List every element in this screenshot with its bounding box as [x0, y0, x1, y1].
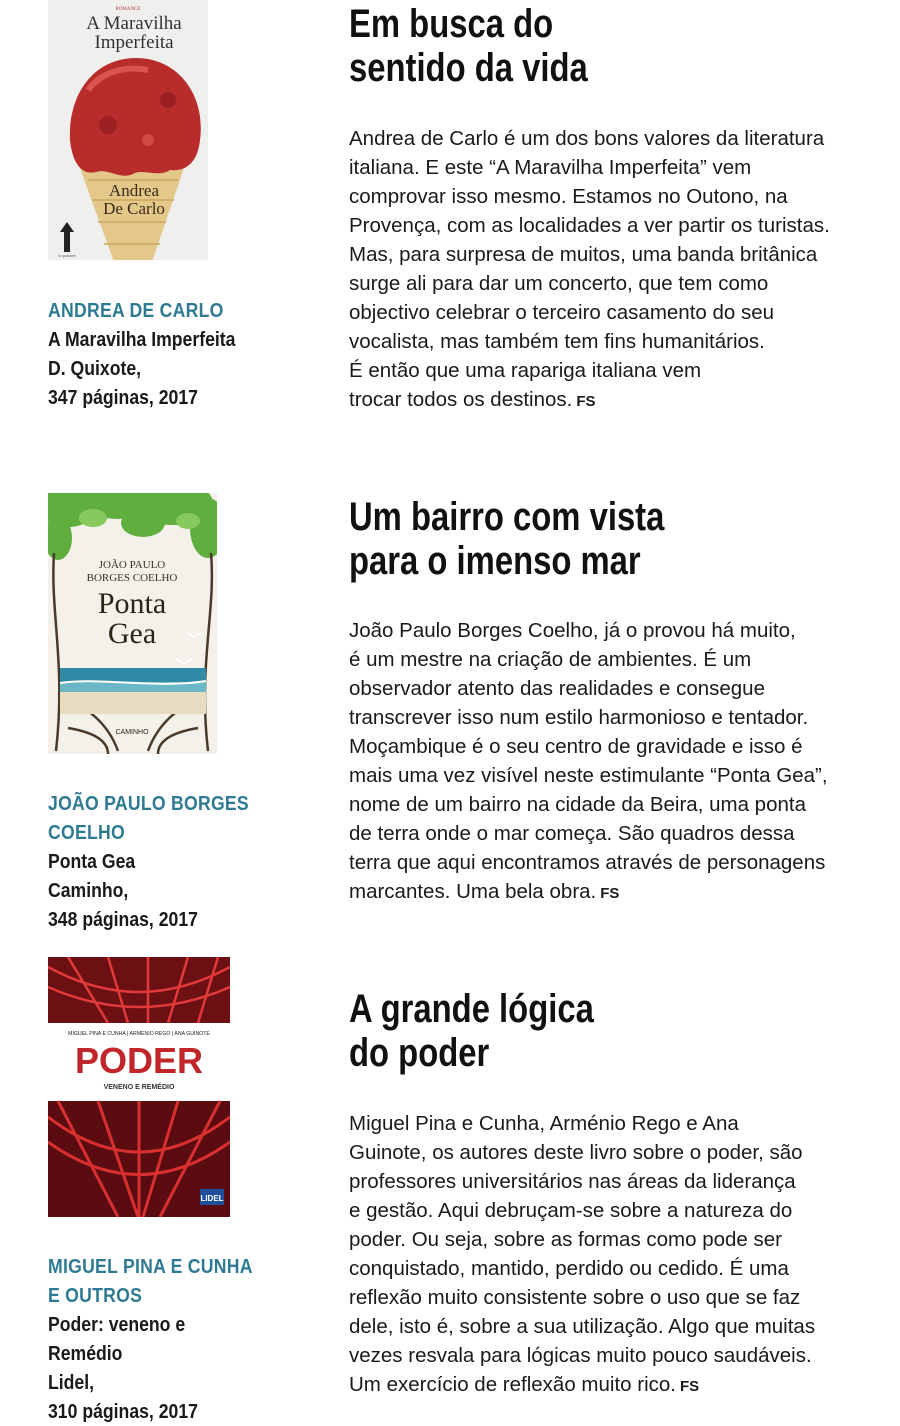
signature: FS — [576, 393, 596, 410]
cover-title-line2: Gea — [107, 617, 157, 650]
body-line: marcantes. Uma bela obra. — [349, 880, 597, 903]
headline-line1: Em busca do — [349, 2, 554, 46]
body-line: poder. Ou seja, sobre as formas como pode ser — [349, 1228, 783, 1251]
book-metadata — [48, 789, 263, 934]
review-body — [349, 616, 869, 908]
body-line: Guinote, os autores deste livro sobre o poder, são — [349, 1141, 803, 1164]
body-line: dele, isto é, sobre a sua utilização. Algo que muitas — [349, 1315, 816, 1338]
signature: FS — [600, 885, 620, 902]
book-cover-ponta-gea[interactable] — [48, 493, 217, 754]
poder-cover-illustration — [48, 957, 230, 1217]
body-line: É então que uma rapariga italiana vem — [349, 359, 702, 382]
body-line: terra que aqui encontramos através de personagens — [349, 851, 826, 874]
cover-authors: MIGUEL PINA E CUNHA | ARMÉNIO REGO | ANA GUINOTE — [68, 1031, 210, 1037]
body-line: Um exercício de reflexão muito rico. — [349, 1373, 676, 1396]
body-line: é um mestre na criação de ambientes. É um — [349, 648, 752, 671]
body-line-last — [349, 877, 869, 908]
body-line: Andrea de Carlo é um dos bons valores da literatura — [349, 127, 825, 150]
publisher-name: Lidel, — [48, 1371, 95, 1394]
body-line: vocalista, mas também tem fins humanitários. — [349, 330, 765, 353]
headline-line2: do poder — [349, 1031, 490, 1075]
cover-author-line1: JOÃO PAULO — [98, 559, 166, 571]
book-title: A Maravilha Imperfeita — [48, 328, 236, 351]
cover-author-line2: BORGES COELHO — [86, 572, 178, 584]
author-name: ANDREA DE CARLO — [48, 299, 224, 322]
headline-line2: sentido da vida — [349, 46, 588, 90]
body-line: de terra onde o mar começa. São quadros dessa — [349, 822, 795, 845]
book-metadata — [48, 296, 263, 412]
body-line: João Paulo Borges Coelho, já o provou há muito, — [349, 619, 796, 642]
review-headline — [349, 2, 588, 90]
headline-line2: para o imenso mar — [349, 539, 641, 583]
headline-line1: Um bairro com vista — [349, 495, 665, 539]
body-line: Provença, com as localidades a ver partir os turistas. — [349, 214, 830, 237]
headline-line1: A grande lógica — [349, 987, 594, 1031]
cover-title: PODER — [74, 1040, 204, 1081]
cover-publisher: LIDEL — [200, 1194, 224, 1203]
body-line-last — [349, 1370, 869, 1401]
author-name-line1: MIGUEL PINA E CUNHA — [48, 1255, 253, 1278]
cover-publisher: CAMINHO — [115, 729, 149, 736]
book-details: 348 páginas, 2017 — [48, 908, 198, 931]
ponta-gea-cover-illustration — [48, 493, 217, 754]
cover-title-line2: Imperfeita — [94, 32, 174, 53]
body-line: surge ali para dar um concerto, que tem como — [349, 272, 769, 295]
body-line: objectivo celebrar o terceiro casamento do seu — [349, 301, 775, 324]
review-body — [349, 1109, 869, 1401]
body-line: vezes resvala para lógicas muito pouco saudáveis. — [349, 1344, 812, 1367]
body-line: transcrever isso num estilo harmonioso e tentador. — [349, 706, 809, 729]
body-line-last — [349, 385, 869, 416]
cover-title-line1: Ponta — [97, 587, 167, 620]
body-line: trocar todos os destinos. — [349, 388, 573, 411]
cover-author-line2: De Carlo — [103, 199, 165, 218]
body-line: observador atento das realidades e consegue — [349, 677, 765, 700]
author-name-line1: JOÃO PAULO BORGES — [48, 792, 249, 815]
body-line: italiana. E este “A Maravilha Imperfeita” vem — [349, 156, 752, 179]
cover-publisher: D. QUIXOTE — [58, 254, 76, 258]
body-line: comprovar isso mesmo. Estamos no Outono, na — [349, 185, 788, 208]
body-line: Miguel Pina e Cunha, Arménio Rego e Ana — [349, 1112, 739, 1135]
cover-subtitle: VENENO E REMÉDIO — [103, 1084, 175, 1091]
signature: FS — [679, 1378, 700, 1395]
cover-title-line1: A Maravilha — [86, 13, 182, 34]
ice-cream-cover-illustration — [48, 0, 208, 260]
book-title: Poder: veneno e Remédio — [48, 1313, 186, 1365]
body-line: nome de um bairro na cidade da Beira, uma ponta — [349, 793, 806, 816]
author-name-line2: COELHO — [48, 821, 125, 844]
book-title: Ponta Gea — [48, 850, 136, 873]
body-line: reflexão muito consistente sobre o uso que se faz — [349, 1286, 801, 1309]
body-line: Moçambique é o seu centro de gravidade e isso é — [349, 735, 803, 758]
body-line: professores universitários nas áreas da liderança — [349, 1170, 796, 1193]
publisher-name: D. Quixote, — [48, 357, 142, 380]
author-name-line2: E OUTROS — [48, 1284, 143, 1307]
cover-author-line1: Andrea — [108, 181, 160, 200]
review-headline — [349, 987, 594, 1075]
book-metadata — [48, 1252, 263, 1426]
body-line: conquistado, mantido, perdido ou cedido. É uma — [349, 1257, 789, 1280]
body-line: Mas, para surpresa de muitos, uma banda britânica — [349, 243, 818, 266]
publisher-name: Caminho, — [48, 879, 129, 902]
book-details: 310 páginas, 2017 — [48, 1400, 198, 1423]
review-body — [349, 124, 869, 416]
review-headline — [349, 495, 664, 583]
body-line: mais uma vez visível neste estimulante “Ponta Gea”, — [349, 764, 828, 787]
cover-series: ROMANCE — [115, 7, 141, 12]
book-cover-a-maravilha-imperfeita[interactable] — [48, 0, 208, 260]
book-details: 347 páginas, 2017 — [48, 386, 198, 409]
book-cover-poder[interactable] — [48, 957, 230, 1217]
body-line: e gestão. Aqui debruçam-se sobre a natureza do — [349, 1199, 793, 1222]
